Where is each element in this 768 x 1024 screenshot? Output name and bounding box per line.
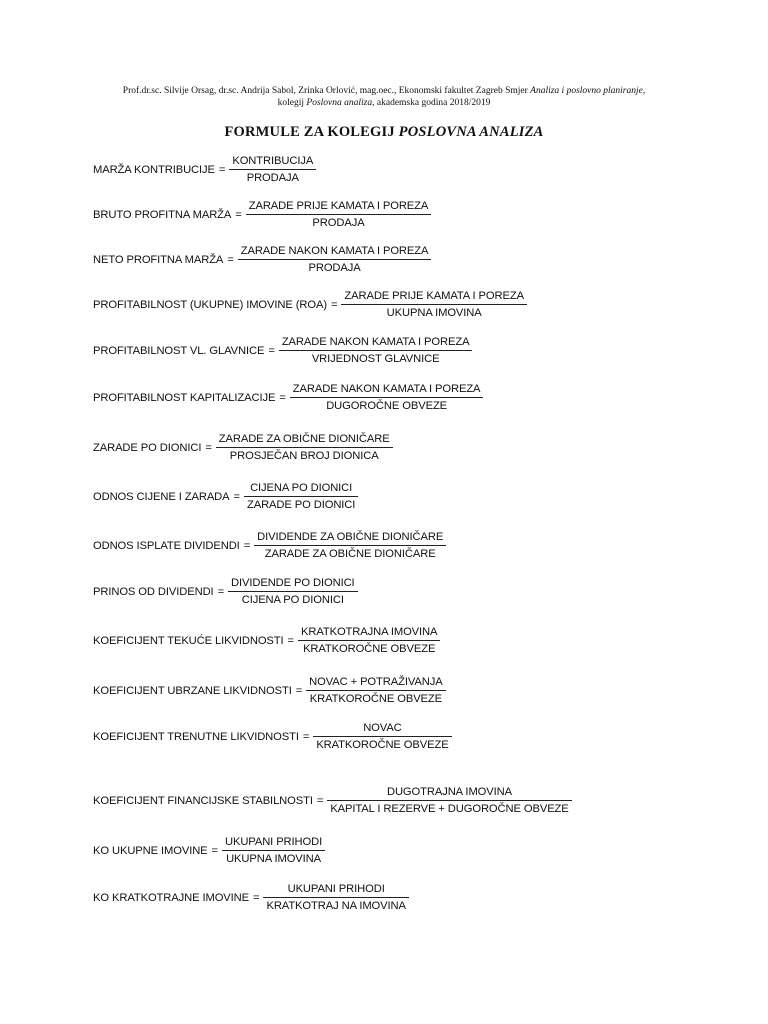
formula-row bbox=[93, 383, 483, 412]
header-authors: Prof.dr.sc. Silvije Orsag, dr.sc. Andrija Sabol, Zrinka Orlović, mag.oec., Ekonomski fakultet Zagreb Smjer bbox=[122, 86, 531, 96]
fraction bbox=[216, 433, 393, 462]
denominator: PRODAJA bbox=[246, 172, 299, 184]
numerator: ZARADE NAKON KAMATA I POREZA bbox=[281, 336, 470, 348]
denominator: CIJENA PO DIONICI bbox=[241, 594, 344, 606]
fraction bbox=[279, 336, 473, 365]
formula-row bbox=[93, 577, 358, 606]
equals-sign: = bbox=[302, 730, 310, 743]
formula-label: ZARADE PO DIONICI bbox=[93, 441, 202, 454]
formula-row bbox=[93, 676, 446, 705]
denominator: DUGOROČNE OBVEZE bbox=[326, 400, 448, 412]
formula-label: ODNOS ISPLATE DIVIDENDI bbox=[93, 539, 240, 552]
equals-sign: = bbox=[287, 634, 294, 647]
formula-row bbox=[93, 836, 325, 865]
formula-label: KOEFICIJENT TRENUTNE LIKVIDNOSTI bbox=[93, 730, 299, 743]
fraction bbox=[222, 836, 325, 865]
fraction bbox=[228, 577, 358, 606]
formula-label: PROFITABILNOST VL. GLAVNICE bbox=[93, 344, 265, 357]
title-main: FORMULE ZA KOLEGIJ bbox=[224, 124, 399, 140]
formula-row bbox=[93, 433, 393, 462]
denominator: KRATKOROČNE OBVEZE bbox=[316, 739, 449, 751]
equals-sign: = bbox=[295, 684, 303, 697]
denominator: ZARADE ZA OBIČNE DIONIČARE bbox=[264, 548, 436, 560]
fraction bbox=[254, 531, 446, 560]
numerator: UKUPANI PRIHODI bbox=[224, 836, 323, 848]
formula-label: KO KRATKOTRAJNE IMOVINE bbox=[93, 891, 250, 904]
formula-row bbox=[93, 722, 452, 751]
numerator: ZARADE ZA OBIČNE DIONIČARE bbox=[218, 433, 390, 445]
equals-sign: = bbox=[205, 441, 212, 454]
fraction bbox=[263, 883, 408, 912]
formula-label: PROFITABILNOST (UKUPNE) IMOVINE (ROA) bbox=[93, 298, 327, 311]
equals-sign: = bbox=[316, 794, 324, 807]
numerator: NOVAC + POTRAŽIVANJA bbox=[309, 676, 443, 688]
formula-row bbox=[93, 290, 527, 319]
numerator: KRATKOTRAJNA IMOVINA bbox=[300, 626, 438, 638]
equals-sign: = bbox=[218, 163, 226, 176]
formula-label: NETO PROFITNA MARŽA bbox=[93, 253, 224, 266]
numerator: UKUPANI PRIHODI bbox=[287, 883, 385, 895]
fraction bbox=[298, 626, 440, 655]
fraction bbox=[244, 482, 358, 511]
fraction bbox=[306, 676, 445, 705]
numerator: DUGOTRAJNA IMOVINA bbox=[386, 786, 512, 798]
formula-label: KOEFICIJENT TEKUĆE LIKVIDNOSTI bbox=[93, 634, 284, 647]
formula-label: KOEFICIJENT UBRZANE LIKVIDNOSTI bbox=[93, 684, 292, 697]
header-programme: Analiza i poslovno planiranje bbox=[530, 86, 643, 96]
fraction bbox=[341, 290, 527, 319]
fraction bbox=[327, 786, 571, 815]
formula-row bbox=[93, 336, 472, 365]
denominator: UKUPNA IMOVINA bbox=[386, 307, 482, 319]
formula-row bbox=[93, 200, 431, 229]
denominator: PRODAJA bbox=[312, 217, 365, 229]
equals-sign: = bbox=[279, 391, 286, 404]
numerator: DIVIDENDE ZA OBIČNE DIONIČARE bbox=[257, 531, 444, 543]
denominator: UKUPNA IMOVINA bbox=[226, 853, 322, 865]
formula-label: PROFITABILNOST KAPITALIZACIJE bbox=[93, 391, 276, 404]
formula-label: ODNOS CIJENE I ZARADA bbox=[93, 490, 230, 503]
fraction bbox=[290, 383, 484, 412]
numerator: KONTRIBUCIJA bbox=[232, 155, 314, 167]
formula-label: MARŽA KONTRIBUCIJE bbox=[93, 163, 215, 176]
fraction bbox=[229, 155, 316, 184]
denominator: KAPITAL I REZERVE + DUGOROČNE OBVEZE bbox=[330, 803, 569, 815]
numerator: NOVAC bbox=[363, 722, 402, 734]
formula-label: PRINOS OD DIVIDENDI bbox=[93, 585, 214, 598]
fraction bbox=[313, 722, 451, 751]
fraction bbox=[238, 245, 432, 274]
numerator: ZARADE NAKON KAMATA I POREZA bbox=[240, 245, 429, 257]
equals-sign: = bbox=[233, 490, 240, 503]
formula-row bbox=[93, 883, 409, 912]
formula-label: BRUTO PROFITNA MARŽA bbox=[93, 208, 232, 221]
equals-sign: = bbox=[330, 298, 338, 311]
denominator: KRATKOROČNE OBVEZE bbox=[309, 693, 443, 705]
denominator: KRATKOROČNE OBVEZE bbox=[303, 643, 436, 655]
page-title bbox=[0, 124, 768, 141]
denominator: PRODAJA bbox=[308, 262, 361, 274]
equals-sign: = bbox=[235, 208, 242, 221]
header-course-prefix: kolegij bbox=[277, 98, 307, 108]
document-header bbox=[60, 85, 708, 109]
formula-label: KO UKUPNE IMOVINE bbox=[93, 844, 208, 857]
header-line1-end: , bbox=[642, 86, 646, 96]
header-line-1 bbox=[60, 85, 708, 97]
formula-row bbox=[93, 245, 431, 274]
header-year: , akademska godina 2018/2019 bbox=[372, 98, 491, 108]
denominator: VRIJEDNOST GLAVNICE bbox=[311, 353, 440, 365]
formula-row bbox=[93, 531, 446, 560]
formula-row bbox=[93, 482, 358, 511]
formula-row bbox=[93, 786, 572, 815]
numerator: CIJENA PO DIONICI bbox=[250, 482, 353, 494]
formula-label: KOEFICIJENT FINANCIJSKE STABILNOSTI bbox=[93, 794, 313, 807]
numerator: ZARADE PRIJE KAMATA I POREZA bbox=[344, 290, 524, 302]
equals-sign: = bbox=[227, 253, 234, 266]
equals-sign: = bbox=[243, 539, 251, 552]
equals-sign: = bbox=[211, 844, 218, 857]
denominator: KRATKOTRAJ NA IMOVINA bbox=[266, 900, 406, 912]
header-course: Poslovna analiza bbox=[306, 98, 373, 108]
numerator: ZARADE NAKON KAMATA I POREZA bbox=[292, 383, 481, 395]
equals-sign: = bbox=[217, 585, 224, 598]
formula-row bbox=[93, 626, 440, 655]
header-line-2 bbox=[60, 97, 708, 109]
numerator: ZARADE PRIJE KAMATA I POREZA bbox=[248, 200, 429, 212]
numerator: DIVIDENDE PO DIONICI bbox=[231, 577, 355, 589]
equals-sign: = bbox=[253, 891, 260, 904]
denominator: PROSJEČAN BROJ DIONICA bbox=[229, 450, 379, 462]
fraction bbox=[246, 200, 432, 229]
title-italic: POSLOVNA ANALIZA bbox=[398, 124, 544, 140]
equals-sign: = bbox=[268, 344, 275, 357]
denominator: ZARADE PO DIONICI bbox=[246, 499, 356, 511]
formula-row bbox=[93, 155, 316, 184]
